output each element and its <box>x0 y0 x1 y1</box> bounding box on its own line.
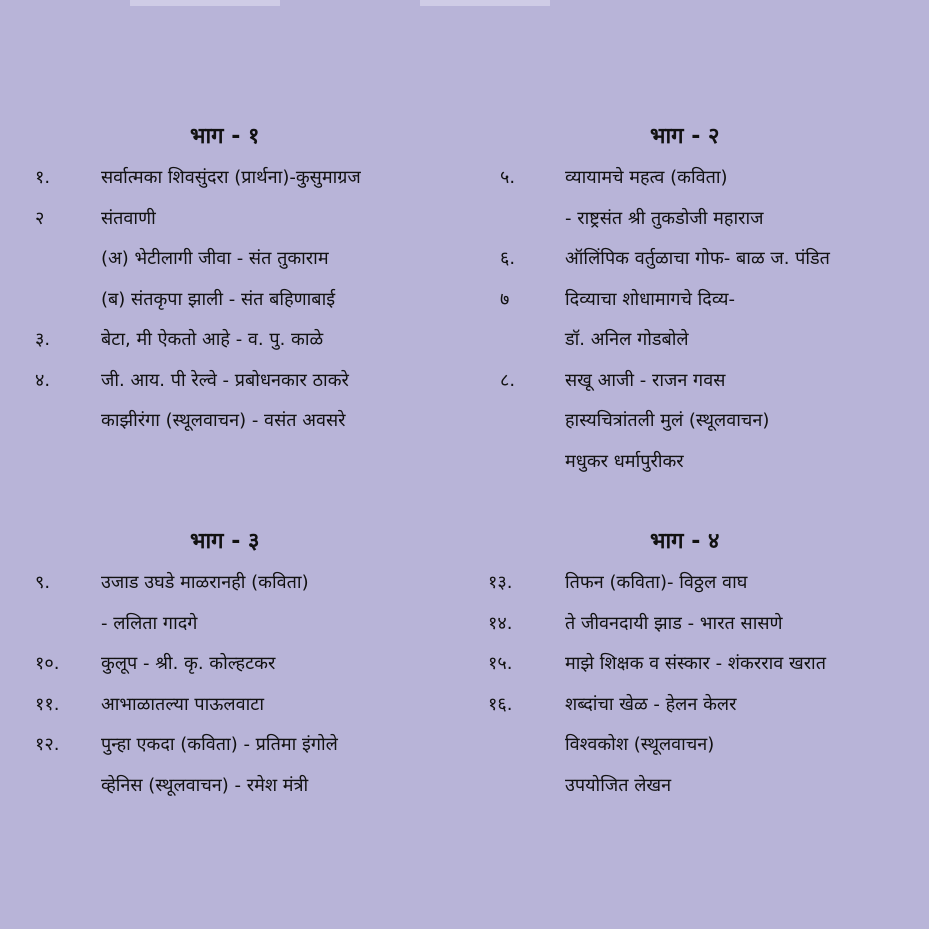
section-title: भाग - ३ <box>190 529 260 554</box>
chapter-title: उजाड उघडे माळरानही (कविता) <box>101 572 309 593</box>
chapter-title: ऑलिंपिक वर्तुळाचा गोफ- बाळ ज. पंडित <box>565 248 830 269</box>
contents-row <box>35 328 455 369</box>
contents-row <box>488 733 908 774</box>
chapter-title: मधुकर धर्मापुरीकर <box>565 450 684 472</box>
chapter-title: सखू आजी - राजन गवस <box>565 369 726 391</box>
chapter-title: ते जीवनदायी झाड - भारत सासणे <box>565 612 783 634</box>
chapter-title: दिव्याचा शोधामागचे दिव्य- <box>565 288 735 310</box>
contents-row <box>500 409 920 450</box>
chapter-number: ८. <box>500 369 516 391</box>
contents-row <box>35 612 455 653</box>
chapter-title: व्हेनिस (स्थूलवाचन) - रमेश मंत्री <box>101 774 309 796</box>
contents-list <box>488 571 908 814</box>
chapter-number: ४. <box>35 369 51 391</box>
chapter-number: ५. <box>500 167 516 188</box>
chapter-title: - राष्ट्रसंत श्री तुकडोजी महाराज <box>565 207 764 229</box>
contents-list <box>500 166 920 490</box>
chapter-number: ६. <box>500 248 516 269</box>
chapter-title: तिफन (कविता)- विठ्ठल वाघ <box>565 572 748 593</box>
contents-row <box>35 571 455 612</box>
chapter-title: (ब) संतकृपा झाली - संत बहिणाबाई <box>101 288 336 310</box>
contents-row <box>488 652 908 693</box>
contents-row <box>500 207 920 248</box>
chapter-title: उपयोजित लेखन <box>565 774 672 796</box>
contents-row <box>500 369 920 410</box>
chapter-number: १३. <box>488 572 513 593</box>
chapter-title: संतवाणी <box>101 207 156 229</box>
chapter-number: २ <box>35 207 45 229</box>
contents-row <box>35 652 455 693</box>
chapter-number: १२. <box>35 734 60 755</box>
chapter-title: पुन्हा एकदा (कविता) - प्रतिमा इंगोले <box>101 734 338 755</box>
contents-row <box>488 612 908 653</box>
chapter-number: ३. <box>35 329 51 350</box>
contents-row <box>35 774 455 815</box>
contents-row <box>500 328 920 369</box>
chapter-title: काझीरंगा (स्थूलवाचन) - वसंत अवसरे <box>101 410 346 431</box>
contents-row <box>35 247 455 288</box>
contents-row <box>35 369 455 410</box>
contents-row <box>488 774 908 815</box>
section-title: भाग - २ <box>650 124 720 149</box>
top-edge-shade <box>130 0 280 6</box>
contents-row <box>35 288 455 329</box>
chapter-title: शब्दांचा खेळ - हेलन केलर <box>565 693 737 715</box>
chapter-title: कुलूप - श्री. कृ. कोल्हटकर <box>101 653 276 674</box>
contents-row <box>488 693 908 734</box>
chapter-title: हास्यचित्रांतली मुलं (स्थूलवाचन) <box>565 410 770 431</box>
contents-row <box>35 693 455 734</box>
chapter-title: - ललिता गादगे <box>101 612 198 634</box>
contents-row <box>35 409 455 450</box>
contents-list <box>35 571 455 814</box>
top-edge-shade <box>420 0 550 6</box>
chapter-title: आभाळातल्या पाऊलवाटा <box>101 693 264 715</box>
chapter-title: डॉ. अनिल गोडबोले <box>565 329 689 350</box>
chapter-title: बेटा, मी ऐकतो आहे - व. पु. काळे <box>101 329 324 350</box>
chapter-title: जी. आय. पी रेल्वे - प्रबोधनकार ठाकरे <box>101 369 349 391</box>
contents-row <box>500 166 920 207</box>
contents-row <box>35 733 455 774</box>
contents-row <box>500 247 920 288</box>
chapter-title: व्यायामचे महत्व (कविता) <box>565 167 728 188</box>
chapter-title: विश्वकोश (स्थूलवाचन) <box>565 734 715 755</box>
chapter-number: १५. <box>488 653 513 674</box>
chapter-title: माझे शिक्षक व संस्कार - शंकरराव खरात <box>565 653 826 674</box>
contents-row <box>35 166 455 207</box>
contents-row <box>488 571 908 612</box>
section-title: भाग - ४ <box>650 529 720 554</box>
chapter-number: १६. <box>488 693 513 715</box>
chapter-number: ७ <box>500 288 510 310</box>
contents-list <box>35 166 455 450</box>
chapter-title: सर्वात्मका शिवसुंदरा (प्रार्थना)-कुसुमाग्रज <box>101 167 361 188</box>
contents-row <box>500 450 920 491</box>
chapter-number: १४. <box>488 612 513 634</box>
section-title: भाग - १ <box>190 124 260 149</box>
chapter-number: ९. <box>35 572 51 593</box>
chapter-title: (अ) भेटीलागी जीवा - संत तुकाराम <box>101 248 329 269</box>
chapter-number: ११. <box>35 693 60 715</box>
contents-row <box>500 288 920 329</box>
chapter-number: १. <box>35 167 51 188</box>
contents-row <box>35 207 455 248</box>
chapter-number: १०. <box>35 653 60 674</box>
